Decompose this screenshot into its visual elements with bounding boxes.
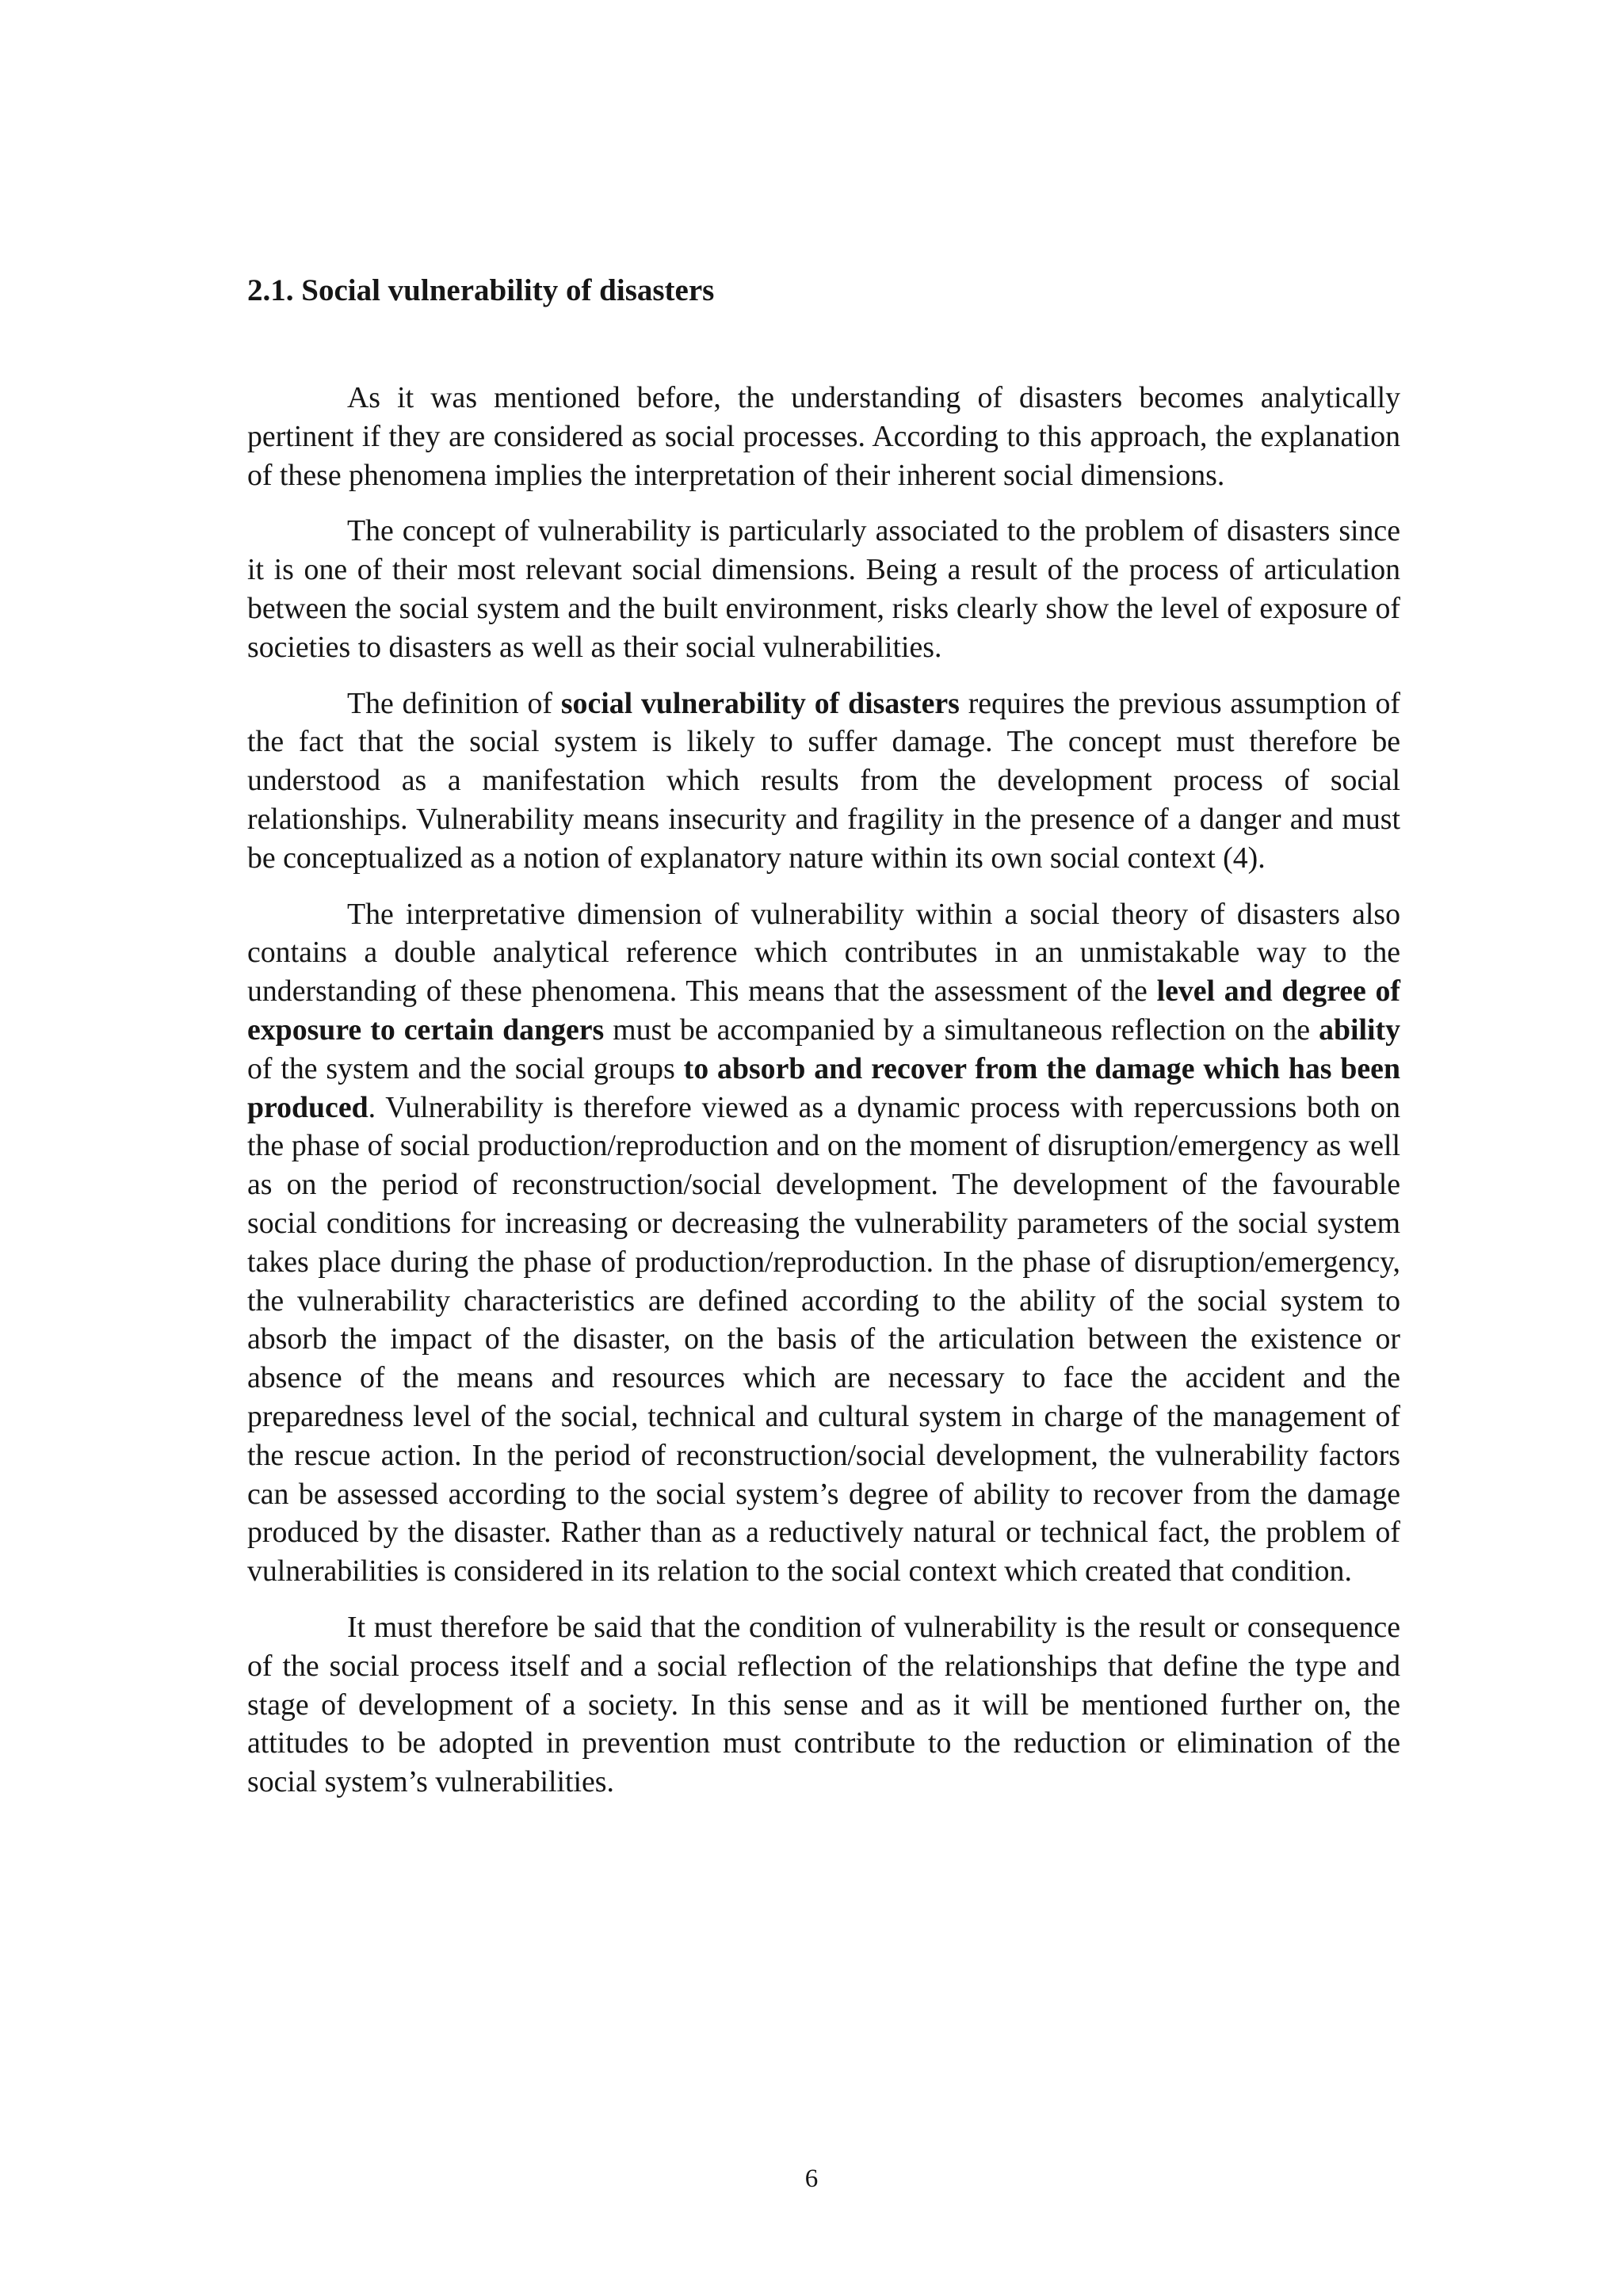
text-run: The interpretative dimension of vulnerability within a social theory of disasters also contains a double analytical reference which contributes in an unmistakable way to the understanding of these phenomena. This means that the assessment of the [247, 897, 1400, 1009]
paragraph [247, 895, 1400, 1591]
paragraph [247, 512, 1400, 666]
paragraph [247, 379, 1400, 494]
paragraph [247, 1608, 1400, 1802]
text-run: The definition of [347, 686, 561, 720]
text-run: . Vulnerability is therefore viewed as a dynamic process with repercussions both on the phase of social production/reproduction and on the moment of disruption/emergency as well as on the period of reconstruction/social development. The development of the favourable social conditions for increasing or decreasing the vulnerability parameters of the social system takes place during the phase of production/reproduction. In the phase of disruption/emergency, the vulnerability characteristics are defined according to the ability of the social system to absorb the impact of the disaster, on the basis of the articulation between the existence or absence of the means and resources which are necessary to face the accident and the preparedness level of the social, technical and cultural system in charge of the management of the rescue action. In the period of reconstruction/social development, the vulnerability factors can be assessed according to the social system’s degree of ability to recover from the damage produced by the disaster. Rather than as a reductively natural or technical fact, the problem of vulnerabilities is considered in its relation to the social context which created that condition. [247, 1090, 1400, 1589]
page-number: 6 [804, 2164, 819, 2193]
text-run: must be accompanied by a simultaneous reflection on the [604, 1013, 1319, 1047]
body-text [247, 379, 1400, 1819]
text-run: The concept of vulnerability is particularly associated to the problem of disasters since it is one of their most relevant social dimensions. Being a result of the process of articulation between the social system and the built environment, risks clearly show the level of exposure of societies to disasters as well as their social vulnerabilities. [247, 514, 1400, 664]
bold-term: to absorb and recover from the damage which has been produced [247, 1051, 1400, 1124]
text-run: As it was mentioned before, the understanding of disasters becomes analytically pertinent if they are considered as social processes. According to this approach, the explanation of these phenomena implies the interpretation of their inherent social dimensions. [247, 381, 1400, 492]
text-run: requires the previous assumption of the fact that the social system is likely to suffer damage. The concept must therefore be understood as a manifestation which results from the development process of social relationships. Vulnerability means insecurity and fragility in the presence of a danger and must be conceptualized as a notion of explanatory nature within its own social context (4). [247, 686, 1400, 875]
text-run: It must therefore be said that the condition of vulnerability is the result or consequence of the social process itself and a social reflection of the relationships that define the type and stage of development of a society. In this sense and as it will be mentioned further on, the attitudes to be adopted in prevention must contribute to the reduction or elimination of the social system’s vulnerabilities. [247, 1610, 1400, 1799]
bold-term: social vulnerability of disasters [560, 686, 960, 720]
paragraph [247, 685, 1400, 878]
text-run: of the system and the social groups [247, 1051, 684, 1085]
bold-term: level and degree of exposure to certain dangers [247, 974, 1400, 1047]
bold-term: ability [1319, 1013, 1400, 1047]
section-heading: 2.1. Social vulnerability of disasters [247, 273, 715, 307]
